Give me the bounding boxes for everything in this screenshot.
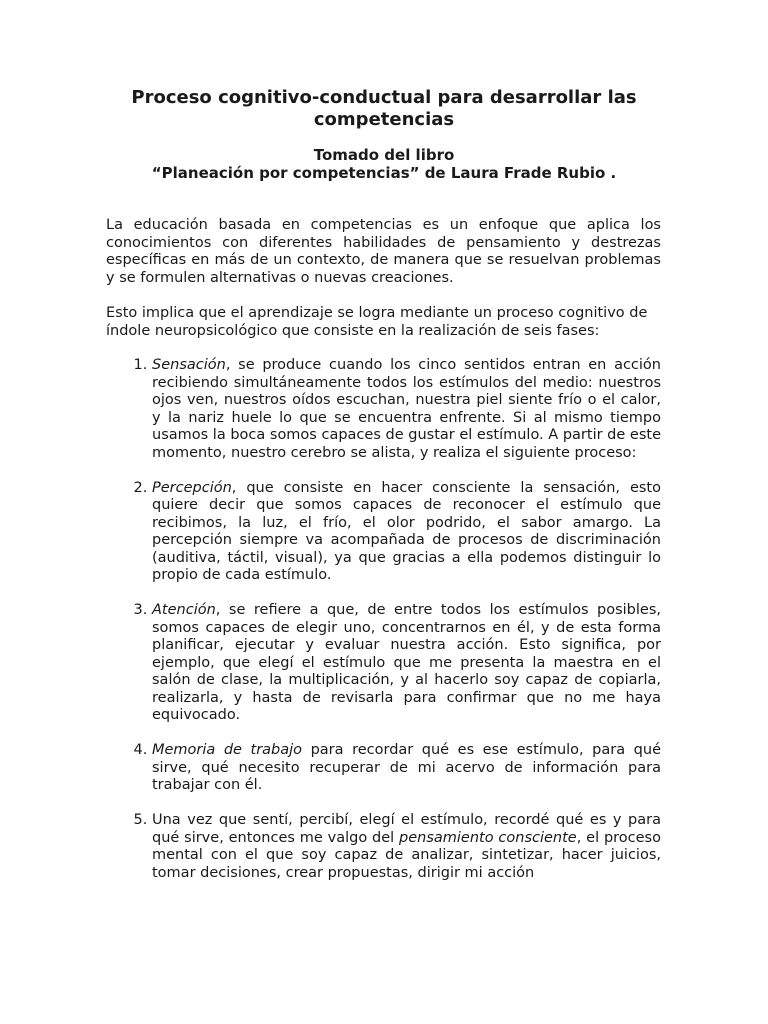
phase-description: , el proceso mental con el que soy capaz de analizar, sintetizar, hacer juicios, tomar decisiones, crear propuestas, dirigir mi acción xyxy=(152,829,661,881)
subtitle-book-reference: “Planeación por competencias” de Laura Frade Rubio . xyxy=(151,164,617,182)
phase-term: Atención xyxy=(152,602,216,618)
subtitle-source-label: Tomado del libro xyxy=(313,146,455,164)
phase-description: para recordar qué es ese estímulo, para qué sirve, qué necesito recuperar de mi acervo de información para trabajar con él. xyxy=(152,742,661,793)
list-item-pensamiento-consciente xyxy=(152,812,661,882)
phase-description: , se produce cuando los cinco sentidos entran en acción recibiendo simultáneamente todos los estímulos del medio: nuestros ojos ven, nuestros oídos escuchan, nuestra piel siente frío o el calor, y la nariz huele lo que se encuentra enfrente. Si al mismo tiempo usamos la boca somos capaces de gustar el estímulo. A partir de este momento, nuestro cerebro se alista, y realiza el siguiente proceso: xyxy=(152,357,661,461)
phase-description: , que consiste en hacer consciente la sensación, esto quiere decir que somos capaces de reconocer el estímulo que recibimos, la luz, el frío, el olor podrido, el sabor amargo. La percepción siempre va acompañada de procesos de discriminación (auditiva, táctil, visual), ya que gracias a ella podemos distinguir lo propio de cada estímulo. xyxy=(152,479,661,583)
phase-term: Memoria de trabajo xyxy=(152,742,303,758)
list-item-percepcion xyxy=(152,480,661,585)
phase-term: pensamiento consciente xyxy=(399,829,577,846)
phase-term: Sensación xyxy=(152,357,226,373)
phases-intro-paragraph: Esto implica que el aprendizaje se logra mediante un proceso cognitivo de índole neuropsicológico que consiste en la realización de seis fases: xyxy=(106,305,648,339)
phases-list xyxy=(106,357,661,900)
phase-description: , se refiere a que, de entre todos los estímulos posibles, somos capaces de elegir uno, concentrarnos en él, y de esta forma planificar, ejecutar y evaluar nuestra acción. Esto significa, por ejemplo, que elegí el estímulo que me presenta la maestra en el salón de clase, la multiplicación, y al hacerlo soy capaz de copiarla, realizarla, y hasta de revisarla para confirmar que no me haya equivocado. xyxy=(152,602,661,723)
phase-prefix: Una vez que sentí, percibí, elegí el estímulo, recordé qué es y para qué sirve, entonces me valgo del xyxy=(152,812,661,846)
phase-term: Percepción xyxy=(152,479,232,496)
intro-paragraph: La educación basada en competencias es un enfoque que aplica los conocimientos con diferentes habilidades de pensamiento y destrezas específicas en más de un contexto, de manera que se resuelvan problemas y se formulen alternativas o nuevas creaciones. xyxy=(106,217,661,286)
list-item-atencion xyxy=(152,602,661,725)
document-title: Proceso cognitivo-conductual para desarrollar las competencias xyxy=(131,87,637,130)
list-item-memoria-de-trabajo xyxy=(152,742,661,795)
list-item-sensacion xyxy=(152,357,661,462)
document-subtitle xyxy=(80,146,688,182)
